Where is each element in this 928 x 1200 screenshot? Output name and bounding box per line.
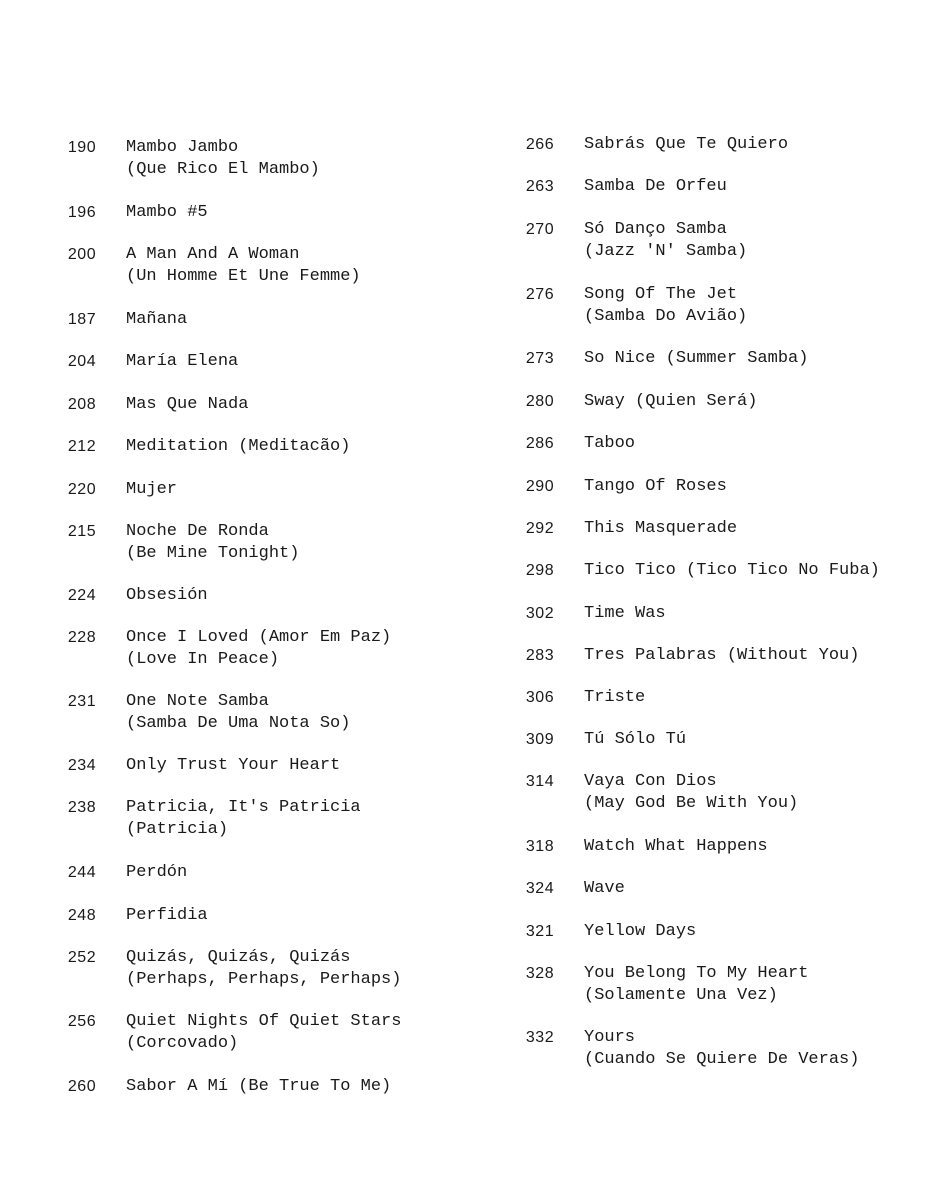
song-title-line: So Nice (Summer Samba) (584, 349, 809, 368)
song-title-line: Patricia, It's Patricia (126, 798, 361, 817)
page-number: 290 (525, 478, 555, 495)
song-subtitle-line: (Un Homme Et Une Femme) (126, 267, 361, 286)
song-title-line: Samba De Orfeu (584, 177, 727, 196)
song-title (126, 1011, 401, 1055)
page-number: 292 (525, 520, 555, 537)
page-number: 332 (525, 1029, 555, 1046)
song-title (126, 627, 391, 671)
page-number: 200 (67, 246, 97, 263)
song-title-line: A Man And A Woman (126, 245, 300, 264)
song-title (126, 521, 299, 565)
song-title-line: Vaya Con Dios (584, 772, 717, 791)
song-title-line: Quizás, Quizás, Quizás (126, 948, 351, 967)
page-number: 228 (67, 629, 97, 646)
song-title-line: This Masquerade (584, 519, 738, 538)
page-number: 260 (67, 1078, 97, 1095)
song-title (126, 244, 361, 288)
song-title-line: Time Was (584, 604, 666, 623)
page-number: 208 (67, 396, 97, 413)
song-title (584, 836, 768, 858)
page-number: 252 (67, 949, 97, 966)
song-title (126, 137, 320, 181)
song-title-line: Perfidia (126, 906, 208, 925)
page-number: 314 (525, 773, 555, 790)
song-title-line: Sway (Quien Será) (584, 392, 758, 411)
song-subtitle-line: (Patricia) (126, 820, 229, 839)
song-title-line: Watch What Happens (584, 837, 768, 856)
song-title (584, 687, 645, 709)
song-title (126, 755, 340, 777)
song-title (126, 436, 350, 458)
song-title-line: Once I Loved (Amor Em Paz) (126, 628, 392, 647)
page-number: 321 (525, 923, 555, 940)
song-title-line: Yellow Days (584, 922, 697, 941)
page-number: 270 (525, 221, 555, 238)
song-title (126, 479, 177, 501)
song-title-line: Yours (584, 1028, 636, 1047)
page-number: 215 (67, 523, 97, 540)
song-title (584, 176, 727, 198)
page-number: 248 (67, 907, 97, 924)
song-title-line: Mujer (126, 480, 178, 499)
song-title (584, 348, 808, 370)
song-title (126, 202, 208, 224)
song-subtitle-line: (May God Be With You) (584, 794, 799, 813)
song-title (126, 797, 361, 841)
page-number: 286 (525, 435, 555, 452)
song-title-line: One Note Samba (126, 692, 269, 711)
song-subtitle-line: (Samba De Uma Nota So) (126, 714, 351, 733)
song-title (126, 351, 238, 373)
song-title-line: Taboo (584, 434, 636, 453)
song-title-line: Noche De Ronda (126, 522, 269, 541)
page-number: 212 (67, 438, 97, 455)
page-number: 196 (67, 204, 97, 221)
song-title-line: Meditation (Meditacão) (126, 437, 351, 456)
song-title (126, 691, 350, 735)
song-title-line: Tres Palabras (Without You) (584, 646, 860, 665)
song-title (584, 134, 788, 156)
song-title-line: You Belong To My Heart (584, 964, 809, 983)
song-title (584, 963, 808, 1007)
song-title (126, 862, 187, 884)
song-title-line: Mas Que Nada (126, 395, 249, 414)
page-number: 238 (67, 799, 97, 816)
song-title-line: Quiet Nights Of Quiet Stars (126, 1012, 402, 1031)
page-number: 276 (525, 286, 555, 303)
song-title-line: María Elena (126, 352, 239, 371)
song-subtitle-line: (Solamente Una Vez) (584, 986, 778, 1005)
song-title (584, 771, 798, 815)
page-number: 283 (525, 647, 555, 664)
page-number: 266 (525, 136, 555, 153)
song-subtitle-line: (Cuando Se Quiere De Veras) (584, 1050, 860, 1069)
page-number: 302 (525, 605, 555, 622)
page-number: 256 (67, 1013, 97, 1030)
song-title (584, 729, 686, 751)
page-number: 220 (67, 481, 97, 498)
page-number: 318 (525, 838, 555, 855)
page-number: 234 (67, 757, 97, 774)
song-title-line: Sabor A Mí (Be True To Me) (126, 1077, 392, 1096)
song-title-line: Tango Of Roses (584, 477, 727, 496)
song-title (584, 878, 625, 900)
song-title (126, 1076, 391, 1098)
song-subtitle-line: (Jazz 'N' Samba) (584, 242, 748, 261)
page-number: 224 (67, 587, 97, 604)
song-title (584, 921, 696, 943)
page-number: 244 (67, 864, 97, 881)
song-title-line: Only Trust Your Heart (126, 756, 341, 775)
song-title (584, 560, 880, 582)
song-title (584, 219, 747, 263)
song-title (584, 603, 666, 625)
page-number: 280 (525, 393, 555, 410)
song-title (584, 391, 757, 413)
song-subtitle-line: (Be Mine Tonight) (126, 544, 300, 563)
song-subtitle-line: (Samba Do Avião) (584, 307, 748, 326)
page-number: 328 (525, 965, 555, 982)
song-title-line: Mambo Jambo (126, 138, 239, 157)
page-number: 306 (525, 689, 555, 706)
song-subtitle-line: (Corcovado) (126, 1034, 239, 1053)
page-number: 190 (67, 139, 97, 156)
song-title (584, 433, 635, 455)
song-title (126, 585, 208, 607)
song-subtitle-line: (Perhaps, Perhaps, Perhaps) (126, 970, 402, 989)
song-title (584, 476, 727, 498)
song-title (126, 309, 187, 331)
song-title (584, 1027, 859, 1071)
page-number: 273 (525, 350, 555, 367)
page-number: 298 (525, 562, 555, 579)
song-title-line: Mambo #5 (126, 203, 208, 222)
song-title-line: Sabrás Que Te Quiero (584, 135, 789, 154)
song-title (126, 394, 248, 416)
page-number: 187 (67, 311, 97, 328)
page-number: 324 (525, 880, 555, 897)
song-title-line: Mañana (126, 310, 188, 329)
song-subtitle-line: (Que Rico El Mambo) (126, 160, 320, 179)
page-number: 231 (67, 693, 97, 710)
page-number: 263 (525, 178, 555, 195)
song-title (126, 947, 401, 991)
page-number: 204 (67, 353, 97, 370)
song-subtitle-line: (Love In Peace) (126, 650, 280, 669)
song-title-line: Tico Tico (Tico Tico No Fuba) (584, 561, 880, 580)
song-title (584, 645, 859, 667)
song-title-line: Obsesión (126, 586, 208, 605)
song-title-line: Wave (584, 879, 625, 898)
song-title-line: Tú Sólo Tú (584, 730, 687, 749)
song-title (126, 905, 208, 927)
song-title-line: Só Danço Samba (584, 220, 727, 239)
page-number: 309 (525, 731, 555, 748)
song-title-line: Perdón (126, 863, 188, 882)
song-title-line: Triste (584, 688, 646, 707)
song-title (584, 518, 737, 540)
song-title (584, 284, 747, 328)
song-title-line: Song Of The Jet (584, 285, 738, 304)
